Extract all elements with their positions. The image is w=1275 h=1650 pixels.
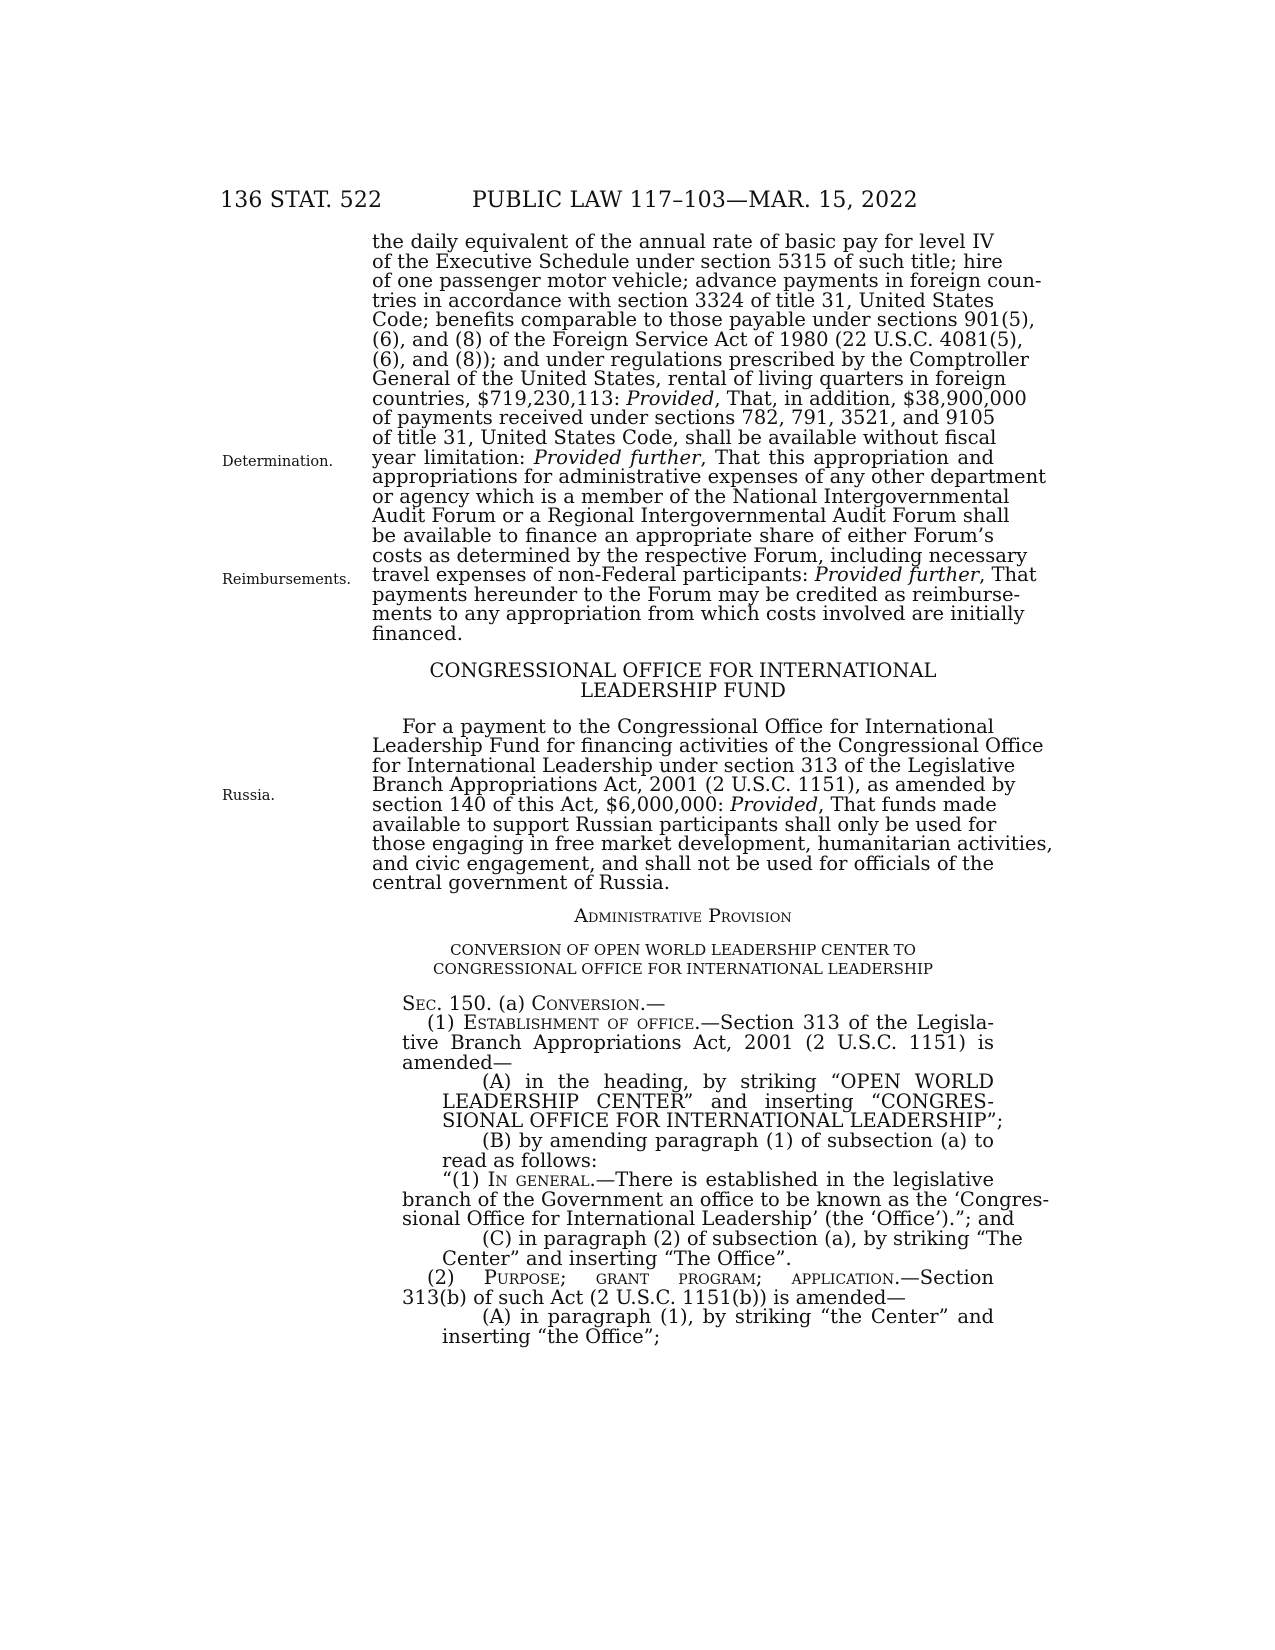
text-line: read as follows:: [442, 1148, 598, 1172]
text-line: payments hereunder to the Forum may be credited as reimburse-: [372, 582, 1021, 606]
text-line: (6), and (8)); and under regulations prescribed by the Comptroller: [372, 347, 1029, 371]
text-line: Audit Forum or a Regional Intergovernmental Audit Forum shall: [372, 504, 1010, 528]
text-line: General of the United States, rental of living quarters in foreign: [372, 367, 1007, 391]
page-header-stat: 136 STAT. 522: [220, 188, 383, 213]
text-line: 313(b) of such Act (2 U.S.C. 1151(b)) is amended—: [402, 1285, 906, 1309]
margin-note-determination: Determination.: [222, 454, 334, 470]
text-line: Branch Appropriations Act, 2001 (2 U.S.C. 1151), as amended by: [372, 773, 1016, 797]
paragraph-leadership-fund: [372, 714, 1053, 895]
text-line: central government of Russia.: [372, 871, 670, 895]
text-line: ments to any appropriation from which costs involved are initially: [372, 602, 1025, 626]
text-line: (A) in paragraph (1), by striking “the Center” and: [482, 1305, 994, 1329]
text-line: tive Branch Appropriations Act, 2001 (2 U.S.C. 1151) is: [402, 1030, 994, 1054]
text-line: the daily equivalent of the annual rate of basic pay for level IV: [372, 230, 994, 253]
text-line: amended—: [402, 1050, 513, 1074]
text-line: “(1) In general.—There is established in the legislative: [442, 1168, 994, 1192]
margin-note-russia: Russia.: [222, 788, 276, 804]
text-line: of payments received under sections 782, 791, 3521, and 9105: [372, 406, 996, 430]
heading-line: LEADERSHIP FUND: [580, 679, 786, 703]
paragraph-appropriation: [372, 230, 1046, 645]
text-line: tries in accordance with section 3324 of title 31, United States: [372, 288, 995, 312]
text-line: section 140 of this Act, $6,000,000: Provided, That funds made: [372, 793, 997, 817]
text-line: inserting “the Office”;: [442, 1324, 661, 1348]
text-line: year limitation: Provided further, That this appropriation and: [372, 445, 994, 469]
text-line: or agency which is a member of the National Intergovernmental: [372, 484, 1010, 508]
text-line: appropriations for administrative expenses of any other department: [372, 465, 1046, 489]
text-line: and civic engagement, and shall not be used for officials of the: [372, 851, 994, 875]
text-line: sional Office for International Leadership’ (the ‘Office’).”; and: [402, 1207, 1015, 1231]
text-line: branch of the Government an office to be known as the ‘Congres-: [402, 1187, 1050, 1211]
text-line: available to support Russian participants shall only be used for: [372, 812, 997, 836]
text-line: (6), and (8) of the Foreign Service Act of 1980 (22 U.S.C. 4081(5),: [372, 327, 1024, 351]
margin-note-reimbursements: Reimbursements.: [222, 572, 352, 588]
text-line: (A) in the heading, by striking “OPEN WORLD: [482, 1070, 994, 1094]
text-line: financed.: [372, 621, 463, 645]
text-line: (1) Establishment of office.—Section 313 of the Legisla-: [427, 1011, 995, 1035]
section-150: [372, 991, 1050, 1348]
text-line: Center” and inserting “The Office”.: [442, 1246, 792, 1270]
text-line: For a payment to the Congressional Office for International: [402, 714, 994, 738]
text-line: LEADERSHIP CENTER” and inserting “CONGRES-: [442, 1089, 994, 1113]
text-line: Code; benefits comparable to those payable under sections 901(5),: [372, 308, 1035, 332]
heading-conversion: [372, 941, 994, 980]
text-line: (C) in paragraph (2) of subsection (a), by striking “The: [482, 1226, 1023, 1250]
document-body: [372, 230, 1053, 1348]
text-line: SIONAL OFFICE FOR INTERNATIONAL LEADERSHIP”;: [442, 1109, 1004, 1133]
text-line: of title 31, United States Code, shall be available without fiscal: [372, 425, 997, 449]
text-line: (2) Purpose; grant program; application.—Section: [427, 1266, 994, 1290]
heading-line: CONGRESSIONAL OFFICE FOR INTERNATIONAL: [429, 659, 937, 683]
heading-congressional-office-fund: [372, 659, 994, 703]
heading-line: CONGRESSIONAL OFFICE FOR INTERNATIONAL LEADERSHIP: [432, 960, 934, 979]
text-line: those engaging in free market development, humanitarian activities,: [372, 832, 1053, 856]
text-line: be available to finance an appropriate share of either Forum’s: [372, 523, 994, 547]
section-heading-line: Sec. 150. (a) Conversion.—: [402, 991, 666, 1015]
text-line: (B) by amending paragraph (1) of subsection (a) to: [482, 1128, 994, 1152]
text-line: travel expenses of non-Federal participants: Provided further, That: [372, 563, 1037, 587]
text-line: for International Leadership under section 313 of the Legislative: [372, 753, 1016, 777]
text-line: of one passenger motor vehicle; advance payments in foreign coun-: [372, 269, 1042, 293]
text-line: countries, $719,230,113: Provided, That, in addition, $38,900,000: [372, 386, 1027, 410]
text-line: Leadership Fund for financing activities of the Congressional Office: [372, 734, 1044, 758]
heading-line: CONVERSION OF OPEN WORLD LEADERSHIP CENTER TO: [450, 940, 916, 959]
text-line: of the Executive Schedule under section 5315 of such title; hire: [372, 249, 1003, 273]
text-line: costs as determined by the respective Forum, including necessary: [372, 543, 1028, 567]
page-header-law: PUBLIC LAW 117–103—MAR. 15, 2022: [472, 188, 918, 213]
heading-administrative-provision: Administrative Provision: [574, 905, 792, 927]
